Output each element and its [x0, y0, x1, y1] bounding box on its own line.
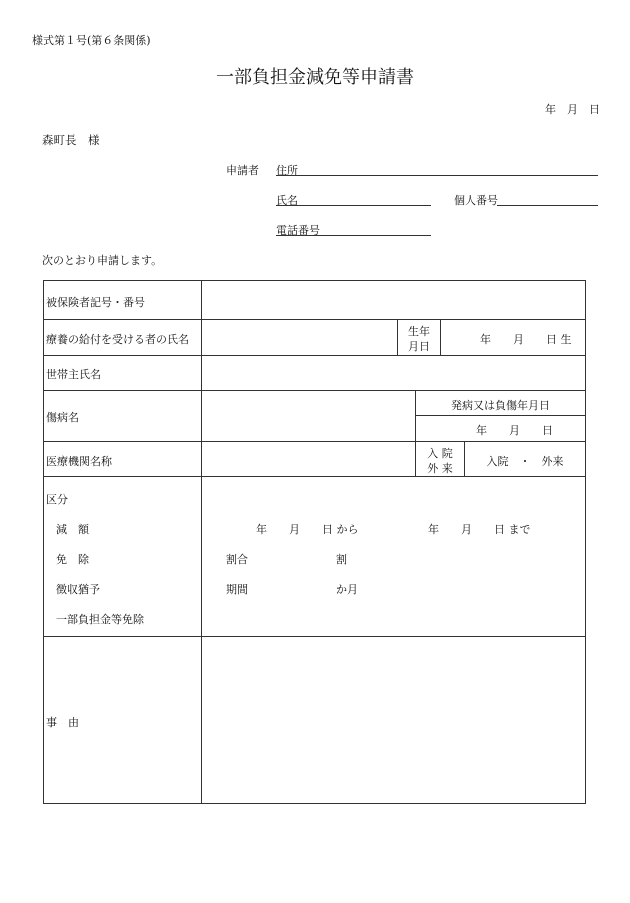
address-field[interactable] [276, 175, 598, 176]
insured-number-field[interactable] [202, 281, 585, 319]
recipient-name-label: 療養の給付を受ける者の氏名 [46, 333, 189, 346]
household-head-label: 世帯主氏名 [46, 368, 101, 381]
onset-date-field[interactable]: 年 月 日 [476, 424, 553, 437]
category-label: 区分 [46, 493, 68, 506]
ratio-unit[interactable]: 割 [336, 553, 347, 566]
category-partial-exemption[interactable]: 一部負担金等免除 [56, 613, 144, 626]
phone-field[interactable] [276, 235, 431, 236]
inout-label-1: 入 院 [427, 447, 453, 460]
intro-text: 次のとおり申請します。 [42, 254, 163, 267]
name-label: 氏名 [276, 194, 298, 207]
addressee: 森町長 様 [42, 133, 100, 147]
page-title: 一部負担金減免等申請書 [216, 67, 414, 88]
disease-field[interactable] [202, 390, 415, 441]
birth-label-2: 月日 [408, 340, 430, 353]
applicant-label: 申請者 [226, 164, 259, 177]
inout-choice[interactable]: 入院 ・ 外来 [486, 455, 564, 468]
category-reduction[interactable]: 減 額 [56, 523, 89, 536]
inout-label-2: 外 来 [427, 462, 453, 475]
institution-field[interactable] [202, 441, 415, 476]
application-table [43, 280, 586, 804]
term-unit[interactable]: か月 [336, 583, 358, 596]
recipient-name-field[interactable] [202, 319, 397, 355]
ratio-label: 割合 [226, 553, 248, 566]
household-head-field[interactable] [202, 355, 585, 390]
period-from[interactable]: 年 月 日 から [256, 523, 359, 536]
phone-label: 電話番号 [276, 224, 320, 237]
birth-date-field[interactable]: 年 月 日 生 [480, 333, 572, 346]
date-line: 年 月 日 [545, 103, 600, 116]
form-number: 様式第１号(第６条関係) [32, 34, 151, 47]
birth-label-1: 生年 [408, 325, 430, 338]
onset-label: 発病又は負傷年月日 [451, 399, 550, 412]
insured-number-label: 被保険者記号・番号 [46, 296, 145, 309]
institution-label: 医療機関名称 [46, 455, 112, 468]
period-to[interactable]: 年 月 日 まで [428, 523, 531, 536]
reason-field[interactable] [202, 637, 585, 804]
category-deferral[interactable]: 徴収猶予 [56, 583, 100, 596]
disease-label: 傷病名 [46, 411, 79, 424]
personal-number-label: 個人番号 [454, 194, 498, 207]
term-label: 期間 [226, 583, 248, 596]
category-exemption[interactable]: 免 除 [56, 553, 89, 566]
personal-number-field[interactable] [497, 205, 598, 206]
reason-label: 事 由 [46, 716, 79, 729]
address-label: 住所 [276, 164, 298, 177]
name-field[interactable] [276, 205, 431, 206]
